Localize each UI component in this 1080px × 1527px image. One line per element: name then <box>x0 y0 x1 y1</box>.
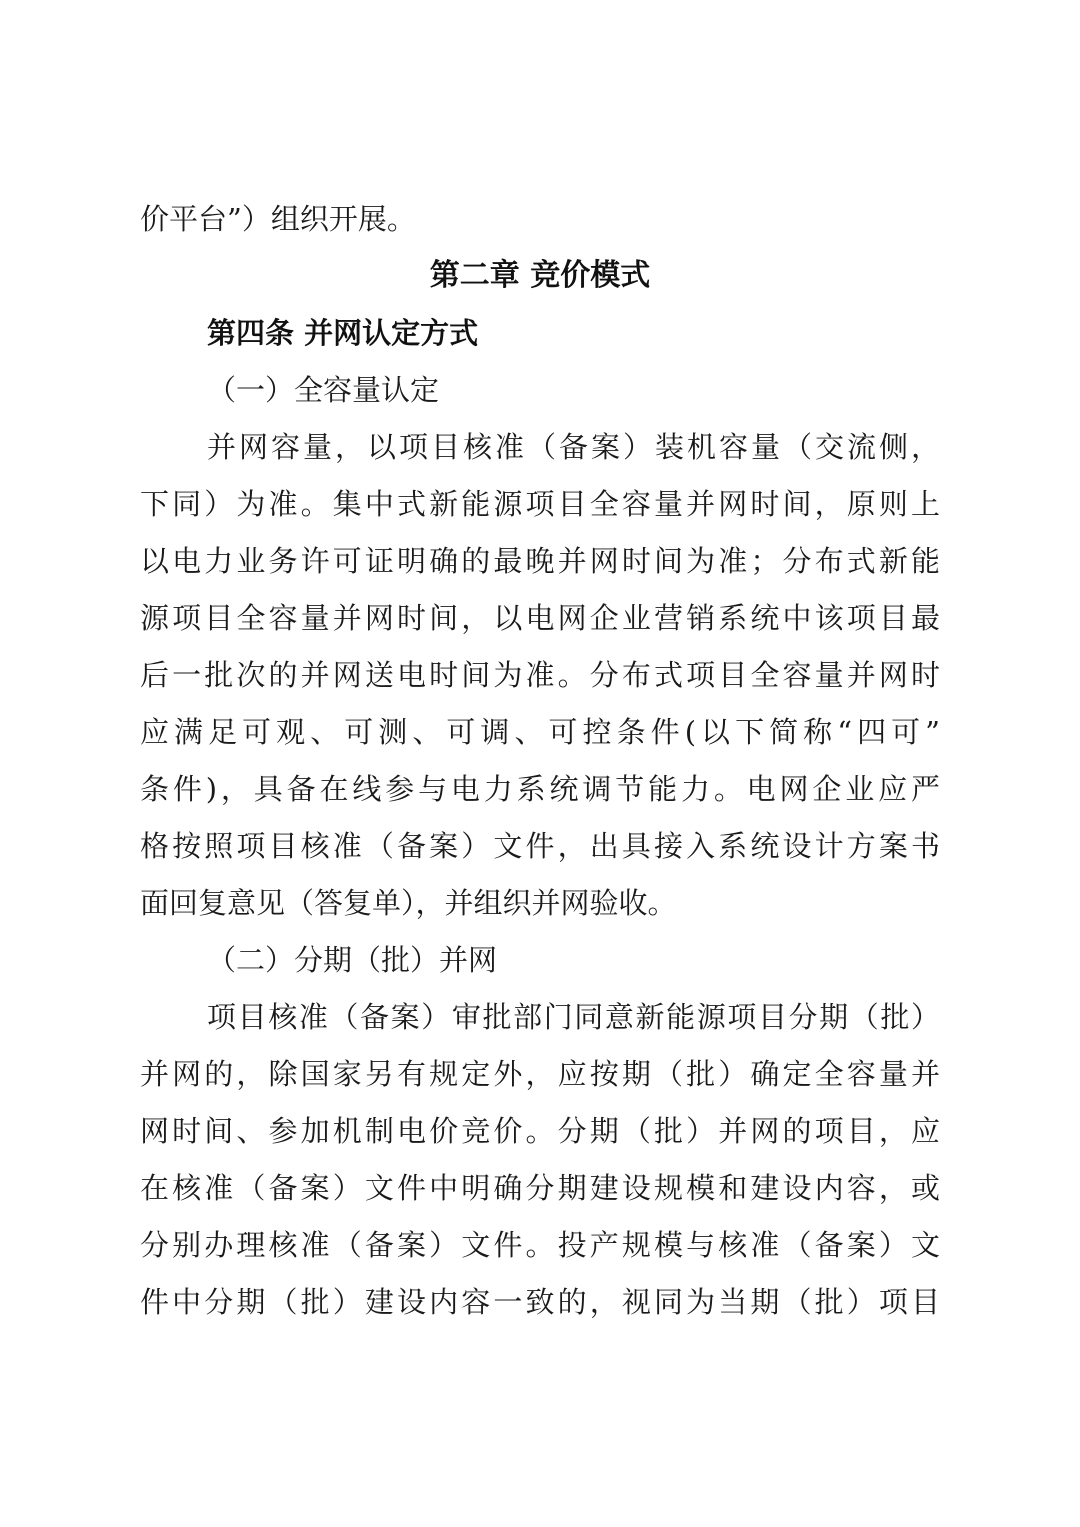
section-heading-phased: （二）分期（批）并网 <box>207 943 498 977</box>
paragraph-line: 面回复意见（答复单），并组织并网验收。 <box>140 886 677 920</box>
article-title: 第四条 并网认定方式 <box>207 316 479 350</box>
paragraph-line: 下同）为准。集中式新能源项目全容量并网时间，原则上 <box>140 487 940 521</box>
paragraph-line: 后一批次的并网送电时间为准。分布式项目全容量并网时 <box>140 658 940 692</box>
paragraph-line: 格按照项目核准（备案）文件，出具接入系统设计方案书 <box>140 829 940 863</box>
paragraph-line: 项目核准（备案）审批部门同意新能源项目分期（批） <box>207 1000 940 1034</box>
paragraph-line: 源项目全容量并网时间，以电网企业营销系统中该项目最 <box>140 601 940 635</box>
paragraph-line: 在核准（备案）文件中明确分期建设规模和建设内容，或 <box>140 1171 940 1205</box>
paragraph-line: 分别办理核准（备案）文件。投产规模与核准（备案）文 <box>140 1228 940 1262</box>
chapter-title: 第二章 竞价模式 <box>429 258 651 293</box>
paragraph-line: 并网的，除国家另有规定外，应按期（批）确定全容量并 <box>140 1057 940 1091</box>
paragraph-line: 应满足可观、可测、可调、可控条件(以下简称“四可” <box>140 715 940 749</box>
paragraph-line: 件中分期（批）建设内容一致的，视同为当期（批）项目 <box>140 1285 940 1319</box>
paragraph-line: 网时间、参加机制电价竞价。分期（批）并网的项目，应 <box>140 1114 940 1148</box>
paragraph-line: 以电力业务许可证明确的最晚并网时间为准；分布式新能 <box>140 544 940 578</box>
paragraph-line: 并网容量，以项目核准（备案）装机容量（交流侧， <box>207 430 940 464</box>
paragraph-line: 条件)，具备在线参与电力系统调节能力。电网企业应严 <box>140 772 940 806</box>
section-heading-full-capacity: （一）全容量认定 <box>207 373 440 407</box>
continuation-line: 价平台”）组织开展。 <box>140 202 416 236</box>
